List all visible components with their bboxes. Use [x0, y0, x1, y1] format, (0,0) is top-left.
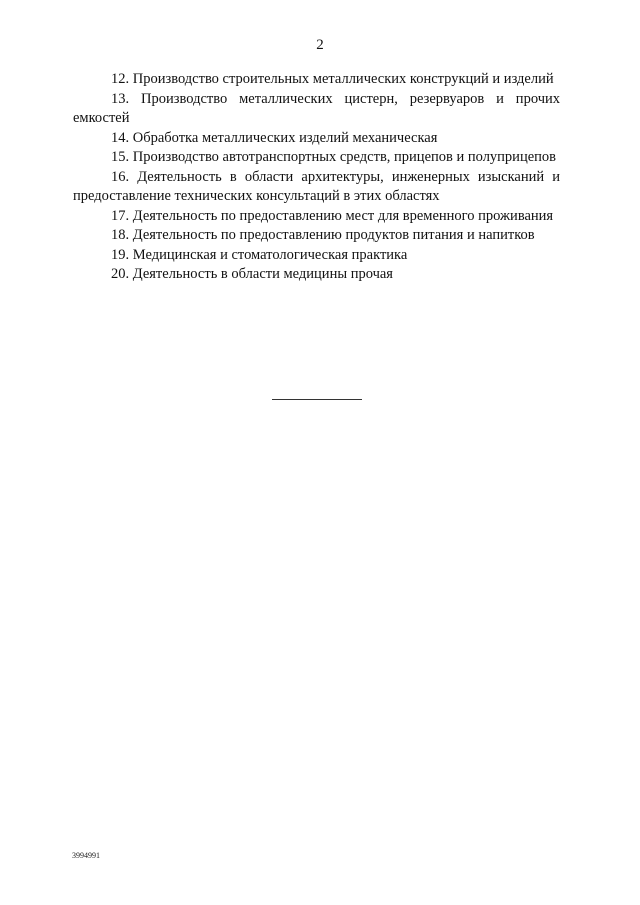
list-item: 16. Деятельность в области архитектуры, инженерных изысканий и предоставление технических консультаций в этих областях [73, 168, 560, 204]
list-item: 15. Производство автотранспортных средств, прицепов и полуприцепов [111, 149, 556, 165]
activity-list [73, 70, 560, 285]
end-divider [272, 399, 362, 400]
list-item: 20. Деятельность в области медицины прочая [111, 266, 393, 282]
document-code: 3994991 [72, 851, 100, 860]
list-item: 13. Производство металлических цистерн, резервуаров и прочих емкостей [73, 90, 560, 126]
list-item: 17. Деятельность по предоставлению мест для временного проживания [111, 207, 554, 224]
page-number: 2 [316, 37, 324, 53]
list-item: 14. Обработка металлических изделий механическая [111, 129, 438, 146]
list-item: 19. Медицинская и стоматологическая практика [111, 246, 408, 263]
list-item: 12. Производство строительных металлических конструкций и изделий [111, 71, 554, 87]
list-item: 18. Деятельность по предоставлению продуктов питания и напитков [111, 227, 535, 243]
